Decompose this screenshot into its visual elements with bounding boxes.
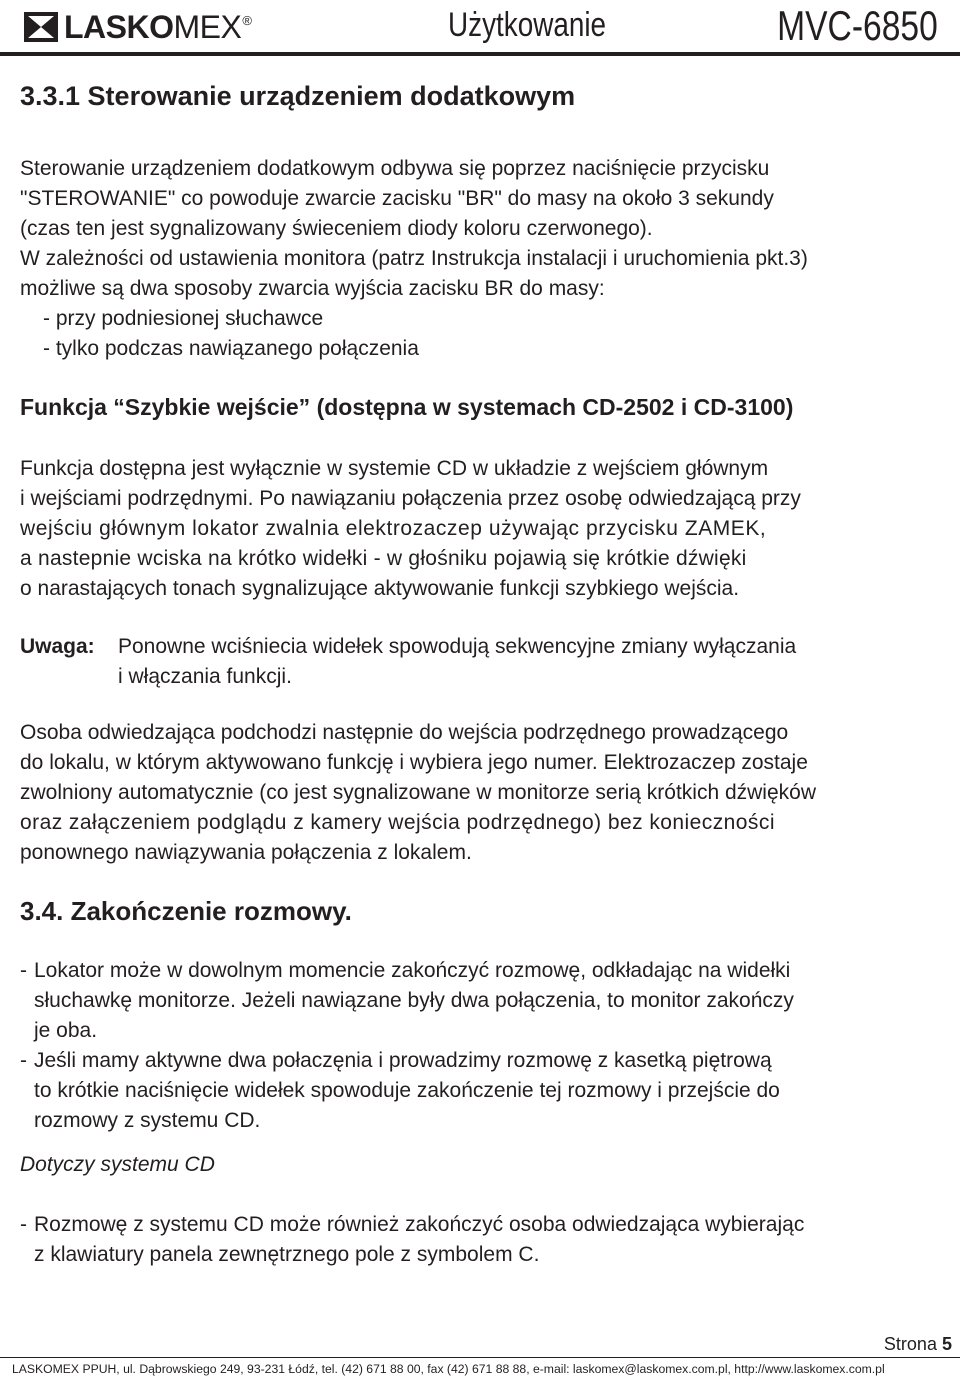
text-line: możliwe są dwa sposoby zwarcia wyjścia zacisku BR do masy: bbox=[20, 277, 605, 300]
text-line: rozmowy z systemu CD. bbox=[34, 1109, 261, 1132]
text-line: i wejściami podrzędnymi. Po nawiązaniu połączenia przez osobę odwiedzającą przy bbox=[20, 487, 801, 510]
laskomex-logo bbox=[24, 10, 251, 44]
header-section-title: Użytkowanie bbox=[448, 6, 607, 44]
page-header bbox=[0, 0, 960, 56]
text-line: i włączania funkcji. bbox=[118, 665, 292, 688]
bullet-dash: - bbox=[20, 1213, 27, 1236]
laskomex-logo-icon bbox=[24, 12, 58, 42]
note-block bbox=[20, 632, 946, 692]
text-line: z klawiatury panela zewnętrznego pole z symbolem C. bbox=[34, 1243, 540, 1266]
note-label: Uwaga: bbox=[20, 635, 95, 658]
text-line: a nastepnie wciska na krótko widełki - w głośniku pojawią się krótkie dźwięki bbox=[20, 547, 747, 570]
text-line: Sterowanie urządzeniem dodatkowym odbywa się poprzez naciśnięcie przycisku bbox=[20, 157, 770, 180]
page-number-value: 5 bbox=[941, 1334, 952, 1354]
text-line: Lokator może w dowolnym momencie zakończyć rozmowę, odkładając na widełki bbox=[34, 959, 791, 982]
registered-mark: ® bbox=[242, 13, 252, 28]
text-line: ponownego nawiązywania połączenia z lokalem. bbox=[20, 841, 472, 864]
text-line: "STEROWANIE" co powoduje zwarcie zacisku "BR" do masy na około 3 sekundy bbox=[20, 187, 774, 210]
text-line: Osoba odwiedzająca podchodzi następnie do wejścia podrzędnego prowadzącego bbox=[20, 721, 789, 744]
bullet-item bbox=[20, 1210, 946, 1270]
section-heading-fast-entry: Funkcja “Szybkie wejście” (dostępna w systemach CD-2502 i CD-3100) bbox=[20, 394, 794, 420]
page-content bbox=[20, 78, 946, 1270]
text-line: je oba. bbox=[34, 1019, 98, 1042]
cd-system-note: Dotyczy systemu CD bbox=[20, 1153, 215, 1176]
text-line: W zależności od ustawienia monitora (patrz Instrukcja instalacji i uruchomienia pkt.3) bbox=[20, 247, 808, 270]
logo-regular-text: MEX bbox=[173, 9, 242, 45]
section-heading-3-4: 3.4. Zakończenie rozmowy. bbox=[20, 896, 352, 926]
bullet-dash: - bbox=[20, 1049, 27, 1072]
paragraph-visitor bbox=[20, 718, 946, 868]
bullet-item bbox=[20, 1046, 946, 1136]
logo-bold-text: LASKO bbox=[64, 9, 174, 45]
text-line: Funkcja dostępna jest wyłącznie w systemie CD w układzie z wejściem głównym bbox=[20, 457, 769, 480]
text-line: zwolniony automatycznie (co jest sygnalizowane w monitorze serią krótkich dźwięków bbox=[20, 781, 817, 804]
paragraph-control-device bbox=[20, 154, 946, 364]
text-line: oraz załączeniem podglądu z kamery wejścia podrzędnego) bez konieczności bbox=[20, 811, 775, 834]
section-heading-3-3-1: 3.3.1 Sterowanie urządzeniem dodatkowym bbox=[20, 81, 576, 111]
list-item: - przy podniesionej słuchawce bbox=[43, 307, 324, 330]
text-line: o narastających tonach sygnalizujące aktywowanie funkcji szybkiego wejścia. bbox=[20, 577, 740, 600]
text-line: do lokalu, w którym aktywowano funkcję i wybiera jego numer. Elektrozaczep zostaje bbox=[20, 751, 808, 774]
header-model-name: MVC-6850 bbox=[777, 2, 938, 49]
paragraph-fast-entry bbox=[20, 454, 946, 604]
list-item: - tylko podczas nawiązanego połączenia bbox=[43, 337, 419, 360]
page-number bbox=[884, 1334, 952, 1355]
text-line: słuchawkę monitorze. Jeżeli nawiązane były dwa połączenia, to monitor zakończy bbox=[34, 989, 794, 1012]
text-line: Rozmowę z systemu CD może również zakończyć osoba odwiedzająca wybierając bbox=[34, 1213, 805, 1236]
text-line: wejściu głównym lokator zwalnia elektrozaczep używając przycisku ZAMEK, bbox=[20, 517, 767, 540]
bullet-item bbox=[20, 956, 946, 1046]
footer-company-info: LASKOMEX PPUH, ul. Dąbrowskiego 249, 93-231 Łódź, tel. (42) 671 88 00, fax (42) 671 88 88, e-mail: laskomex@laskomex.com.pl, http://www.laskomex.com.pl bbox=[12, 1362, 885, 1376]
text-line: Jeśli mamy aktywne dwa połaczęnia i prowadzimy rozmowę z kasetką piętrową bbox=[34, 1049, 772, 1072]
footer-divider bbox=[0, 1357, 960, 1358]
page-label: Strona bbox=[883, 1334, 937, 1354]
bullet-dash: - bbox=[20, 959, 27, 982]
text-line: to krótkie naciśnięcie widełek spowoduje zakończenie tej rozmowy i przejście do bbox=[34, 1079, 780, 1102]
text-line: (czas ten jest sygnalizowany świeceniem diody koloru czerwonego). bbox=[20, 217, 653, 240]
header-divider bbox=[0, 52, 960, 56]
text-line: Ponowne wciśniecia widełek spowodują sekwencyjne zmiany wyłączania bbox=[118, 635, 797, 658]
